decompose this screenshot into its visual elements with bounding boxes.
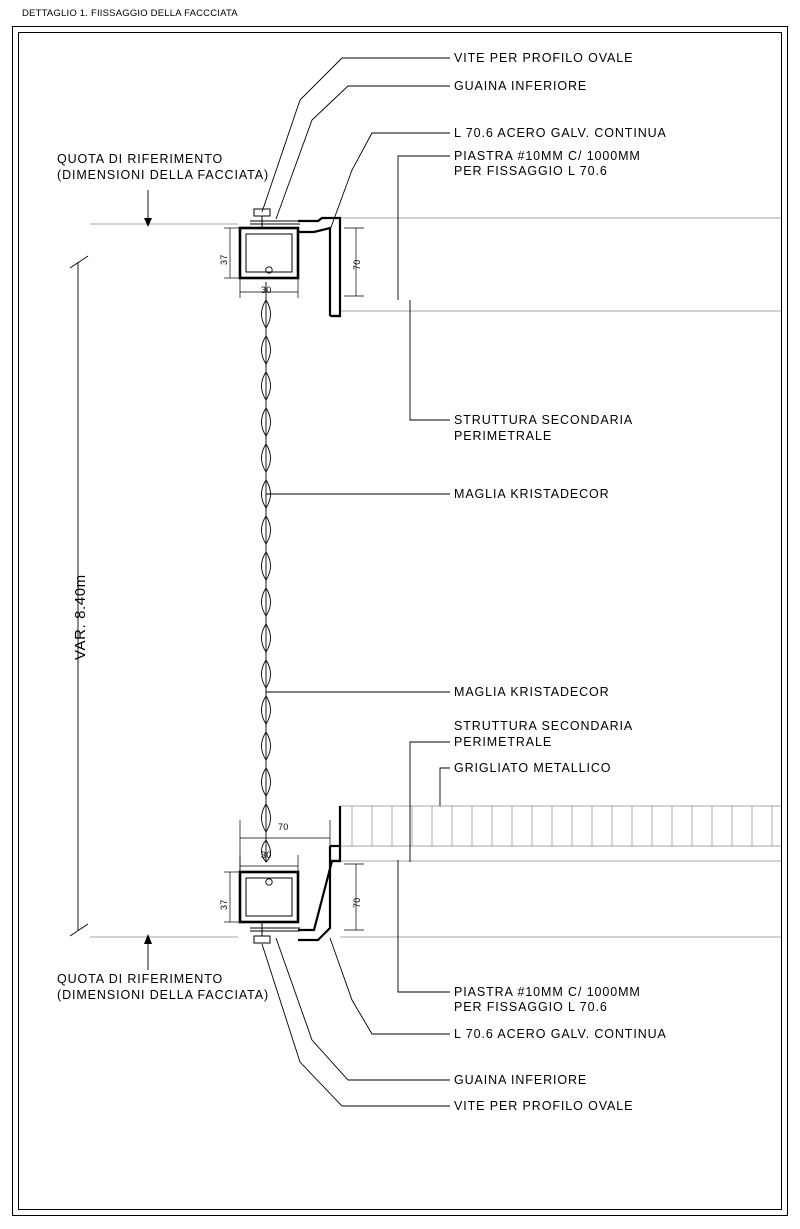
label-maglia-kristadecor-bottom: MAGLIA KRISTADECOR xyxy=(454,685,610,699)
label-quota-top-line2: (DIMENSIONI DELLA FACCIATA) xyxy=(57,168,270,182)
label-struttura-top-line1: STRUTTURA SECONDARIA xyxy=(454,413,634,427)
label-piastra-bottom-line2: PER FISSAGGIO L 70.6 xyxy=(454,1000,608,1014)
label-quota-bottom-line1: QUOTA DI RIFERIMENTO xyxy=(57,972,224,986)
sheet-title: DETTAGLIO 1. FIISSAGGIO DELLA FACCCIATA xyxy=(22,8,238,19)
dimension-bottom-angle-height: 70 xyxy=(352,897,362,908)
label-l706-acero-top: L 70.6 ACERO GALV. CONTINUA xyxy=(454,126,667,140)
label-vite-profilo-ovale-top: VITE PER PROFILO OVALE xyxy=(454,51,634,65)
dimension-top-profile-width: 30 xyxy=(261,285,272,295)
label-struttura-bottom-line1: STRUTTURA SECONDARIA xyxy=(454,719,634,733)
dimension-bottom-profile-width: 30 xyxy=(261,850,272,860)
label-vite-profilo-ovale-bottom: VITE PER PROFILO OVALE xyxy=(454,1099,634,1113)
label-piastra-top-line1: PIASTRA #10MM C/ 1000MM xyxy=(454,149,641,163)
label-maglia-kristadecor-top: MAGLIA KRISTADECOR xyxy=(454,487,610,501)
dimension-top-profile-height: 37 xyxy=(219,254,229,265)
label-quota-bottom-line2: (DIMENSIONI DELLA FACCIATA) xyxy=(57,988,270,1002)
label-struttura-bottom-line2: PERIMETRALE xyxy=(454,735,553,749)
label-guaina-inferiore-bottom: GUAINA INFERIORE xyxy=(454,1073,588,1087)
dimension-top-angle-height: 70 xyxy=(352,259,362,270)
label-struttura-top-line2: PERIMETRALE xyxy=(454,429,553,443)
dimension-bottom-profile-height: 37 xyxy=(219,899,229,910)
label-piastra-bottom-line1: PIASTRA #10MM C/ 1000MM xyxy=(454,985,641,999)
label-grigliato-metallico: GRIGLIATO METALLICO xyxy=(454,761,612,775)
dimension-bottom-offset-width: 70 xyxy=(278,822,289,832)
label-quota-top-line1: QUOTA DI RIFERIMENTO xyxy=(57,152,224,166)
label-l706-acero-bottom: L 70.6 ACERO GALV. CONTINUA xyxy=(454,1027,667,1041)
label-piastra-top-line2: PER FISSAGGIO L 70.6 xyxy=(454,164,608,178)
label-guaina-inferiore-top: GUAINA INFERIORE xyxy=(454,79,588,93)
dimension-overall-height: VAR. 8.40m xyxy=(72,574,89,660)
